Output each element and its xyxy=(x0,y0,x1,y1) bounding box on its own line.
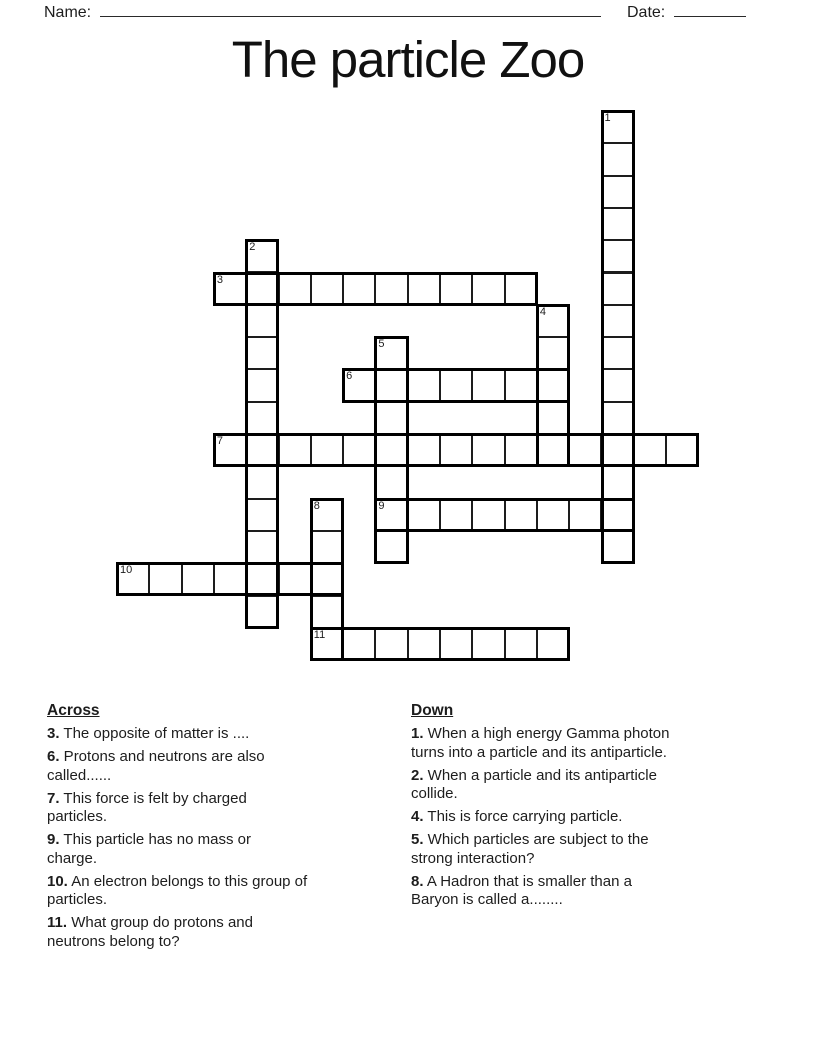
grid-cell[interactable] xyxy=(568,433,602,467)
grid-cell[interactable] xyxy=(342,433,376,467)
grid-cell[interactable] xyxy=(310,272,344,306)
grid-cell[interactable] xyxy=(310,562,344,596)
clue-line: 7. This force is felt by charged xyxy=(47,789,247,807)
grid-cell[interactable] xyxy=(601,304,635,338)
clue-across-7 xyxy=(47,790,407,827)
grid-cell[interactable] xyxy=(439,433,473,467)
down-clue-list xyxy=(411,725,779,910)
grid-cell[interactable] xyxy=(536,433,570,467)
clues-across-section xyxy=(47,701,407,956)
clue-down-2 xyxy=(411,767,779,804)
clue-across-9 xyxy=(47,831,407,868)
cell-number-label: 6 xyxy=(346,370,353,383)
grid-cell[interactable] xyxy=(601,336,635,370)
grid-cell[interactable] xyxy=(601,142,635,176)
grid-cell[interactable] xyxy=(601,498,635,532)
grid-cell-6[interactable] xyxy=(342,368,376,402)
grid-cell[interactable] xyxy=(374,272,408,306)
grid-cell[interactable] xyxy=(601,207,635,241)
grid-cell[interactable] xyxy=(374,401,408,435)
grid-cell[interactable] xyxy=(342,627,376,661)
clue-number: 8. xyxy=(411,872,424,890)
clue-line: strong interaction? xyxy=(411,849,535,867)
grid-cell-3[interactable] xyxy=(213,272,247,306)
grid-cell-9[interactable] xyxy=(374,498,408,532)
grid-cell[interactable] xyxy=(310,433,344,467)
grid-cell[interactable] xyxy=(374,627,408,661)
clue-across-6 xyxy=(47,748,407,785)
grid-cell[interactable] xyxy=(342,272,376,306)
clue-number: 10. xyxy=(47,872,68,890)
grid-cell[interactable] xyxy=(601,368,635,402)
grid-cell[interactable] xyxy=(374,530,408,564)
clue-line: 3. The opposite of matter is .... xyxy=(47,725,250,742)
grid-cell[interactable] xyxy=(148,562,182,596)
grid-cell[interactable] xyxy=(374,368,408,402)
grid-cell[interactable] xyxy=(601,239,635,273)
grid-cell[interactable] xyxy=(601,530,635,564)
grid-cell[interactable] xyxy=(278,433,312,467)
clue-line: neutrons belong to? xyxy=(47,932,180,950)
across-clue-list xyxy=(47,725,407,951)
grid-cell[interactable] xyxy=(245,530,279,564)
down-heading: Down xyxy=(411,702,454,719)
clue-line: particles. xyxy=(47,891,108,908)
grid-cell[interactable] xyxy=(245,368,279,402)
clue-line: 2. When a particle and its antiparticle xyxy=(411,766,657,784)
grid-cell[interactable] xyxy=(245,433,279,467)
clue-number: 9. xyxy=(47,831,60,848)
grid-cell[interactable] xyxy=(374,433,408,467)
clue-line: 9. This particle has no mass or xyxy=(47,831,251,848)
grid-cell[interactable] xyxy=(245,465,279,499)
clue-line: particles. xyxy=(47,808,108,825)
clue-line: Baryon is called a........ xyxy=(411,891,563,908)
clue-number: 5. xyxy=(411,831,424,848)
cell-number-label: 9 xyxy=(378,499,385,512)
clue-number: 4. xyxy=(411,808,424,825)
grid-cell[interactable] xyxy=(374,465,408,499)
grid-cell[interactable] xyxy=(407,498,441,532)
grid-cell[interactable] xyxy=(601,272,635,306)
grid-cell-2[interactable] xyxy=(245,239,279,273)
grid-cell[interactable] xyxy=(181,562,215,596)
grid-cell-5[interactable] xyxy=(374,336,408,370)
clue-line: 6. Protons and neutrons are also xyxy=(47,748,265,765)
clue-number: 3. xyxy=(47,725,60,742)
grid-cell[interactable] xyxy=(439,498,473,532)
grid-cell[interactable] xyxy=(245,562,279,596)
grid-cell[interactable] xyxy=(504,368,538,402)
grid-cell[interactable] xyxy=(601,175,635,209)
clue-number: 1. xyxy=(411,725,424,742)
grid-cell[interactable] xyxy=(504,498,538,532)
clue-across-3 xyxy=(47,725,407,744)
grid-cell[interactable] xyxy=(407,627,441,661)
grid-cell[interactable] xyxy=(471,433,505,467)
grid-cell[interactable] xyxy=(633,433,667,467)
grid-cell[interactable] xyxy=(536,401,570,435)
grid-cell[interactable] xyxy=(504,433,538,467)
grid-cell[interactable] xyxy=(278,272,312,306)
grid-cell[interactable] xyxy=(245,272,279,306)
clue-across-10 xyxy=(47,873,407,910)
grid-cell[interactable] xyxy=(310,595,344,629)
clues-down-section xyxy=(411,701,779,914)
clue-number: 7. xyxy=(47,789,60,807)
grid-cell[interactable] xyxy=(471,498,505,532)
grid-cell[interactable] xyxy=(407,433,441,467)
grid-cell[interactable] xyxy=(471,368,505,402)
grid-cell[interactable] xyxy=(536,368,570,402)
grid-cell-7[interactable] xyxy=(213,433,247,467)
grid-cell[interactable] xyxy=(601,401,635,435)
clue-line: turns into a particle and its antiparticle. xyxy=(411,743,667,761)
clue-down-1 xyxy=(411,725,779,762)
clue-line: 5. Which particles are subject to the xyxy=(411,831,649,848)
clue-number: 2. xyxy=(411,766,424,784)
cell-number-label: 7 xyxy=(216,435,224,447)
clue-line: collide. xyxy=(411,785,458,802)
grid-cell-10[interactable] xyxy=(116,562,150,596)
grid-cell-4[interactable] xyxy=(536,304,570,338)
clue-line: called...... xyxy=(47,766,112,784)
grid-cell[interactable] xyxy=(439,272,473,306)
grid-cell[interactable] xyxy=(439,368,473,402)
grid-cell[interactable] xyxy=(536,336,570,370)
grid-cell[interactable] xyxy=(536,627,570,661)
date-label: Date: xyxy=(627,4,666,21)
grid-cell-1[interactable] xyxy=(601,110,635,144)
clue-line: 10. An electron belongs to this group of xyxy=(47,872,308,890)
cell-number-label: 3 xyxy=(216,273,224,286)
grid-cell[interactable] xyxy=(245,595,279,629)
grid-cell[interactable] xyxy=(407,272,441,306)
grid-cell[interactable] xyxy=(245,401,279,435)
clue-line: 4. This is force carrying particle. xyxy=(411,808,623,825)
grid-cell[interactable] xyxy=(504,627,538,661)
clue-down-8 xyxy=(411,873,779,910)
cell-number-label: 4 xyxy=(539,305,547,318)
clue-line: charge. xyxy=(47,849,98,867)
grid-cell[interactable] xyxy=(245,336,279,370)
cell-number-label: 5 xyxy=(378,338,385,351)
grid-cell[interactable] xyxy=(471,627,505,661)
clue-down-4 xyxy=(411,808,779,827)
clue-number: 11. xyxy=(47,914,68,931)
clue-line: 1. When a high energy Gamma photon xyxy=(411,725,670,742)
clue-line: 8. A Hadron that is smaller than a xyxy=(411,872,632,890)
name-label: Name: xyxy=(44,4,92,21)
grid-cell[interactable] xyxy=(439,627,473,661)
cell-number-label: 2 xyxy=(249,241,256,254)
cell-number-label: 8 xyxy=(313,499,320,512)
grid-cell[interactable] xyxy=(471,272,505,306)
grid-cell[interactable] xyxy=(245,304,279,338)
grid-cell[interactable] xyxy=(665,433,699,467)
grid-cell-8[interactable] xyxy=(310,498,344,532)
grid-cell[interactable] xyxy=(278,562,312,596)
cell-number-label: 1 xyxy=(604,112,611,124)
grid-cell[interactable] xyxy=(601,465,635,499)
clue-across-11 xyxy=(47,914,407,951)
grid-cell[interactable] xyxy=(310,530,344,564)
grid-cell[interactable] xyxy=(536,498,570,532)
grid-cell[interactable] xyxy=(407,368,441,402)
date-row xyxy=(627,2,746,22)
cell-number-label: 10 xyxy=(120,564,133,577)
name-row xyxy=(44,2,601,22)
date-blank-line[interactable] xyxy=(674,2,746,17)
grid-cell-11[interactable] xyxy=(310,627,344,661)
clue-line: 11. What group do protons and xyxy=(47,914,253,931)
grid-cell[interactable] xyxy=(245,498,279,532)
name-blank-line[interactable] xyxy=(100,2,601,17)
grid-cell[interactable] xyxy=(568,498,602,532)
grid-cell[interactable] xyxy=(601,433,635,467)
page-title: The particle Zoo xyxy=(231,31,585,88)
grid-cell[interactable] xyxy=(504,272,538,306)
clue-down-5 xyxy=(411,831,779,868)
cell-number-label: 11 xyxy=(313,628,326,641)
clue-number: 6. xyxy=(47,748,60,765)
across-heading: Across xyxy=(47,702,100,719)
grid-cell[interactable] xyxy=(213,562,247,596)
